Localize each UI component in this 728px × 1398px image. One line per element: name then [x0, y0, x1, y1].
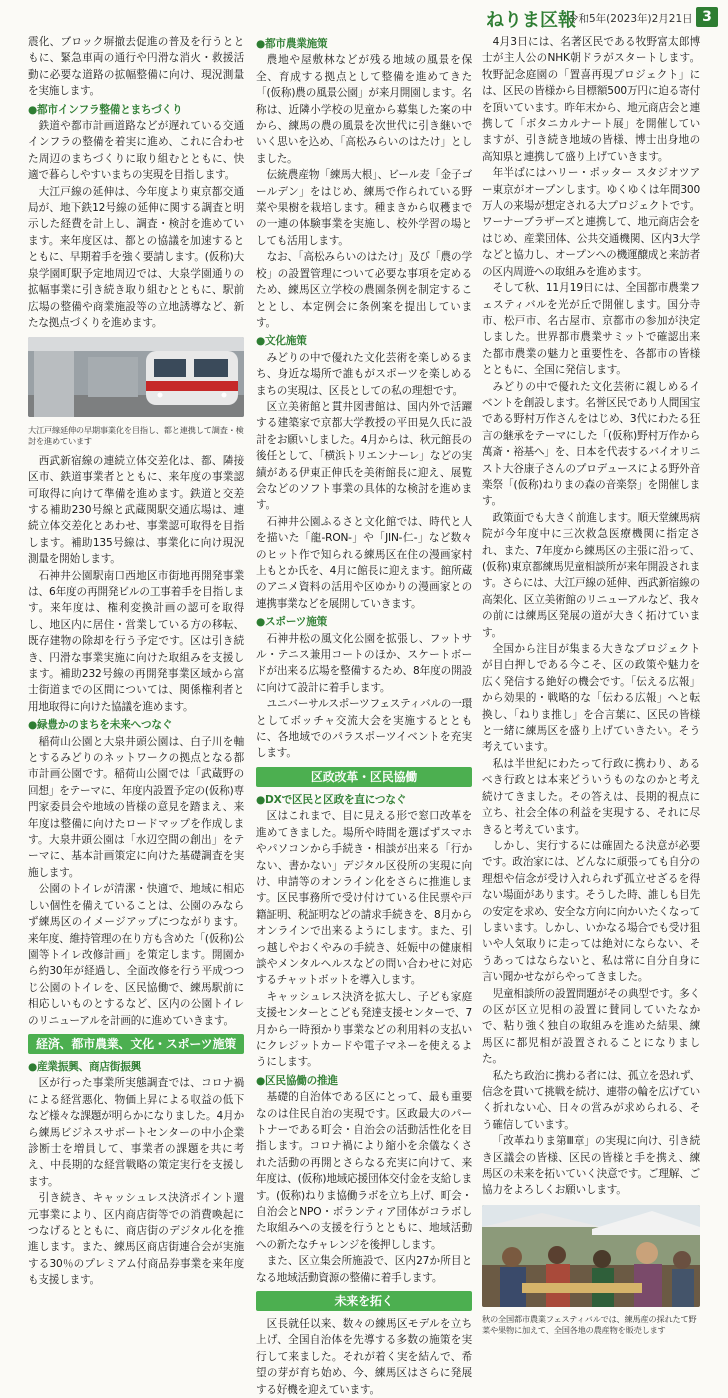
- paragraph: 稲荷山公園と大泉井頭公園は、白子川を軸とするみどりのネットワークの拠点となる都市計画公園です。稲荷山公園では「武蔵野の回想」をテーマに、年度内設置予定の(仮称)専門家委員会や地域の皆様の意見を踏まえ、来年度は整備に向けたロードマップを作成します。大泉井頭公園は「水辺空間の創出」をテーマに、基本計画策定に向けた基礎調査を実施します。: [28, 735, 244, 879]
- paragraph: 全国から注目が集まる大きなプロジェクトが目白押しである今こそ、区の政策や魅力を広く発信する絶好の機会です。「伝える広報」から効果的・戦略的な「伝わる広報」へと転換し、「ねりま推し」を合言葉に、区民の皆様と一緒に練馬区を盛り上げていきたい。そう考えています。: [482, 643, 700, 754]
- paragraph: 「改革ねりま第Ⅲ章」の実現に向け、引き続き区議会の皆様、区民の皆様と手を携え、練馬区の未来を拓いていく決意です。ご理解、ご協力をよろしくお願いします。: [482, 1135, 700, 1197]
- paragraph: 4月3日には、名著区民である牧野富太郎博士が主人公のNHK朝ドラがスタートします。牧野記念庭園の「置喜再現プロジェクト」には、区民の皆様から目標額500万円に迫る寄付を頂いています。昨年末から、地元商店会と連携して「ボタニカルナート展」を開催していますが、引き続き地域の皆様、博士出身地の高知県と連携して盛り上げていきます。: [482, 36, 700, 163]
- paragraph: 区が行った事業所実態調査では、コロナ禍による経営悪化、物価上昇による収益の低下など様々な課題が明らかになりました。4月から練馬ビジネスサポートセンターの中小企業診断士を増員して、事業者の課題を共に考え、中長期的な経営戦略の策定実行を支援します。: [28, 1077, 244, 1188]
- paragraph: そして秋、11月19日には、全国都市農業フェスティバルを光が丘で開催します。国分寺市、松戸市、名古屋市、京都市の参加が決定しました。世界都市農業サミットで確認出来た都市農業の魅力と重要性を、各都市の皆様とともに、全国に発信します。: [482, 282, 700, 377]
- paragraph: 震化、ブロック塀撤去促進の普及を行うとともに、緊急車両の通行や円滑な消火・救援活動に必要な道路の拡幅整備に向け、現況測量を実施します。: [28, 36, 244, 98]
- paragraph: 石神井公園駅南口西地区市街地再開発事業は、6年度の再開発ビルの工事着手を目指します。来年度は、権利変換計画の認可を取得し、地区内に居住・営業している方の移転、既存建物の除却を行う予定です。区は引き続き、円滑な事業実施に向けた取組みを支援します。補助232号線の再開発事業区域から富士街道までの区間については、関係権利者と用地取得に向けた協議を進めます。: [28, 569, 244, 713]
- section-heading: ●緑豊かのまちを未来へつなぐ: [28, 719, 173, 732]
- section-band: 区政改革・区民協働: [256, 767, 472, 787]
- section-band: 未来を拓く: [256, 1291, 472, 1311]
- section-heading: ●都市インフラ整備とまちづくり: [28, 103, 183, 116]
- section-heading: ●文化施策: [256, 335, 307, 348]
- subway-train-photo: [28, 337, 244, 417]
- paragraph: 石神井松の風文化公園を拡張し、フットサル・テニス兼用コートのほか、スケートボードが出来る広場を整備するため、8年度の開設に向けて設計に着手します。: [256, 632, 472, 694]
- issue-date: 令和5年(2023年)2月21日: [568, 13, 693, 25]
- column-3: [482, 34, 700, 1342]
- paragraph: 年半ばにはハリー・ポッター スタジオツアー東京がオープンします。ゆくゆくは年間300万人の来場が想定される大プロジェクトです。ワーナーブラザーズと連携して、地元商店会をはじめ、産業団体、公共交通機関、区内3大学などと協力し、オープンへの機運醸成と来訪者の区内周遊への取組みを進めます。: [482, 167, 700, 278]
- paragraph: キャッシュレス決済を拡大し、子ども家庭支援センターとこども発達支援センターで、7月から一時預かり事業などの利用料の支払いにクレジットカードや電子マネーを使えるようにします。: [256, 990, 472, 1069]
- section-heading: ●スポーツ施策: [256, 616, 327, 629]
- paragraph: 大江戸線の延伸は、今年度より東京都交通局が、地下鉄12号線の延伸に関する調査と明示した経費を計上し、調査・検討を進めています。来年度区は、都との協議を加速するとともに、早期着手を強く要請します。(仮称)大泉学園町駅予定地周辺では、大泉学園通りの拡幅事業に引き続き取り組むとともに、駅前広場の整備や商業施設等の立地誘導など、新たな拠点づくりを進めます。: [28, 185, 244, 329]
- paragraph: 西武新宿線の連続立体交差化は、都、隣接区市、鉄道事業者とともに、来年度の事業認可取得に向けて準備を進めます。鉄道と交差する補助230号線と武蔵関駅交通広場は、連続立体交差化とあわせ、事業認可取得を目指します。補助135号線は、事業化に向け現況測量を開始します。: [28, 454, 244, 566]
- section-heading: ●産業振興、商店街振興: [28, 1060, 141, 1073]
- paragraph: また、区立集会所施設で、区内27か所目となる地域活動資源の整備に着手します。: [256, 1255, 472, 1284]
- section-heading: ●区民協働の推進: [256, 1074, 338, 1087]
- paragraph: 公園のトイレが清潔・快適で、地域に相応しい個性を備えていることは、公園のみならず練馬区のイメージアップにつながります。来年度、維持管理の在り方も含めた「(仮称)公園等トイレ改修計画」を策定します。開園から約30年が経過し、全面改修を行う平成つつじ公園のトイレを、区民協働で、練馬駅前に相応しいものとするなど、区内の公園トイレのリニューアルを計画的に進めていきます。: [28, 883, 244, 1027]
- paragraph: 石神井公園ふるさと文化館では、時代と人を描いた「龍-RON-」や「JIN-仁-」など数々のヒット作で知られる練馬区在住の漫画家村上もとか氏を、4月に館長に迎えます。館所蔵のアニメ資料の活用や区ゆかりの漫画家との連携事業などを展開していきます。: [256, 515, 472, 610]
- column-2: [256, 34, 472, 1398]
- paragraph: なお、「高松みらいのはたけ」及び「農の学校」の設置管理について必要な事項を定めるため、練馬区立学校の農園条例を制定することとし、本定例会に条例案を提出しています。: [256, 251, 472, 329]
- paragraph: 区立美術館と貫井図書館は、国内外で活躍する建築家で京都大学教授の平田晃久氏に設計をお願いしました。4月からは、秋元館長の後任として、「横浜トリエンナーレ」などの実績がある伊東正伸氏を美術館長に迎え、展覧会などのソフト事業の具体的な検討を進めます。: [256, 400, 472, 512]
- page-header: [0, 0, 728, 34]
- page-number: 3: [696, 7, 718, 27]
- section-heading: ●都市農業施策: [256, 38, 328, 50]
- farm-festival-photo: [482, 1205, 700, 1307]
- paragraph: ユニバーサルスポーツフェスティバルの一環としてボッチャ交流大会を実施するとともに、各地域でのパラスポーツイベントを充実します。: [256, 698, 472, 760]
- paragraph: みどりの中で優れた文化芸術を楽しめるまち、身近な場所で誰もがスポーツを楽しめるまちの実現は、区長としての私の理想です。: [256, 351, 472, 397]
- photo-caption: 大江戸線延伸の早期事業化を目指し、都と連携して調査・検討を進めています: [28, 424, 244, 446]
- paragraph: しかし、実行するには確固たる決意が必要です。政治家には、どんなに頑張っても自分の理想や信念が受け入れられず孤立せざるを得ない場面があります。そうした時、誰しも目先の安定を求め、安全な方向に向かいたくなってしまいます。しかし、いかなる場合でも受け狙いや人気取りに走っては絶対にならない、そうあってはならないと、私は常に自分自身に言い聞かせながらやってきました。: [482, 839, 700, 984]
- paragraph: みどりの中で優れた文化芸術に親しめるイベントを創設します。名誉区民であり人間国宝である野村万作さんをはじめ、3代にわたる狂言の継承をテーマにした「(仮称)野村万作から萬斎・裕基へ」を、日本を代表するバイオリニスト大谷康子さんのプロデュースによる野外音楽祭「(仮称)ねりまの森の音楽祭」を開催します。: [482, 380, 700, 508]
- paragraph: 鉄道や都市計画道路などが遅れている交通インフラの整備を着実に進め、これに合わせた周辺のまちづくりに取り組むとともに、快適で暮らしやすいまちの実現を目指します。: [28, 120, 244, 182]
- section-heading: ●DXで区民と区政を直につなぐ: [256, 793, 407, 806]
- section-band: 経済、都市農業、文化・スポーツ施策: [28, 1034, 244, 1054]
- paragraph: 区長就任以来、数々の練馬区モデルを立ち上げ、全国自治体を先導する多数の施策を実行して来ました。それが着く実を結んで、希望の芽が育ち始め、今、練馬区はさらに発展する好機を迎えています。: [256, 1318, 472, 1396]
- paragraph: 区はこれまで、目に見える形で窓口改革を進めてきました。場所や時間を選ばずスマホやパソコンから手続き・相談が出来る「行かない、書かない」デジタル区役所の実現に向け、申請等のオンライン化をさらに推進します。区民事務所で受け付けている住民票や戸籍証明、税証明などの請求手続きを、8月からオンラインで出来るようにします。また、引っ越しやおくやみの手続き、妊娠中の健康相談やメンタルヘルスなどの問い合わせに対応するチャットボットを導入します。: [256, 810, 472, 987]
- paragraph: 児童相談所の設置問題がその典型です。多くの区が区立児相の設置に賛同していたなかで、粘り強く独自の取組みを進めた結果、練馬区に都児相が設置されることになりました。: [482, 987, 700, 1066]
- paragraph: 引き続き、キャッシュレス決済ポイント還元事業により、区内商店街等での消費喚起につなげるとともに、商店街のデジタル化を推進します。また、練馬区商店街連合会が実施する30％のプレミアム付商品券事業を来年度も支援します。: [28, 1192, 244, 1287]
- paragraph: 基礎的自治体である区にとって、最も重要なのは住民自治の実現です。区政最大のパートナーである町会・自治会の活動活性化を目指します。コロナ禍により縮小を余儀なくされた活動の再開とさらなる充実に向けて、来年度は、(仮称)地域応援団体交付金を支給します。(仮称)ねりま協働ラボを立ち上げ、町会・自治会とNPO・ボランティア団体がコラボした取組みへの支援を行うとともに、地域活動への新たなチャレンジを後押しします。: [256, 1091, 472, 1251]
- paragraph: 農地や屋敷林などが残る地域の風景を保全、育成する拠点として整備を進めてきた「(仮称)農の風景公園」が来月開園します。名称は、近隣小学校の児童から募集した案の中から、練馬の農の風景を次世代に引き継いでいく思いを込め、「高松みらいのはたけ」としました。: [256, 54, 472, 165]
- paragraph: 私たち政治に携わる者には、孤立を恐れず、信念を貫いて挑戦を続け、連帯の輪を広げていく折れない心、日々の営みが求められる、そう確信しています。: [482, 1069, 700, 1131]
- column-1: [28, 34, 244, 1289]
- masthead-logo: ねりま区報: [486, 10, 576, 31]
- paragraph: 政策面でも大きく前進します。順天堂練馬病院が今年度中に三次救急医療機関に指定され、また、7年度から練馬区の主張に沿って、(仮称)東京都練馬児童相談所が来年開設されます。さらには、大江戸線の延伸、西武新宿線の高架化、区立美術館のリニューアルなど、我々の前には練馬区発展の道が大きく拓けています。: [482, 511, 700, 639]
- photo-caption: 秋の全国都市農業フェスティバルでは、練馬産の採れたて野菜や果物に加えて、全国各地の農産物を販売します: [482, 1314, 697, 1336]
- paragraph: 伝統農産物「練馬大根」、ビール麦「金子ゴールデン」をはじめ、練馬で作られている野菜や果樹を栽培します。種まきから収穫までの一連の体験事業を実施し、校外学習の場としても活用します。: [256, 169, 472, 247]
- paragraph: 私は半世紀にわたって行政に携わり、あるべき行政とは本来どういうものなのかと考え続けてきました。その答えは、長期的視点に立ち、社会全体の利益を実現する、それに尽きると考えています。: [482, 757, 700, 836]
